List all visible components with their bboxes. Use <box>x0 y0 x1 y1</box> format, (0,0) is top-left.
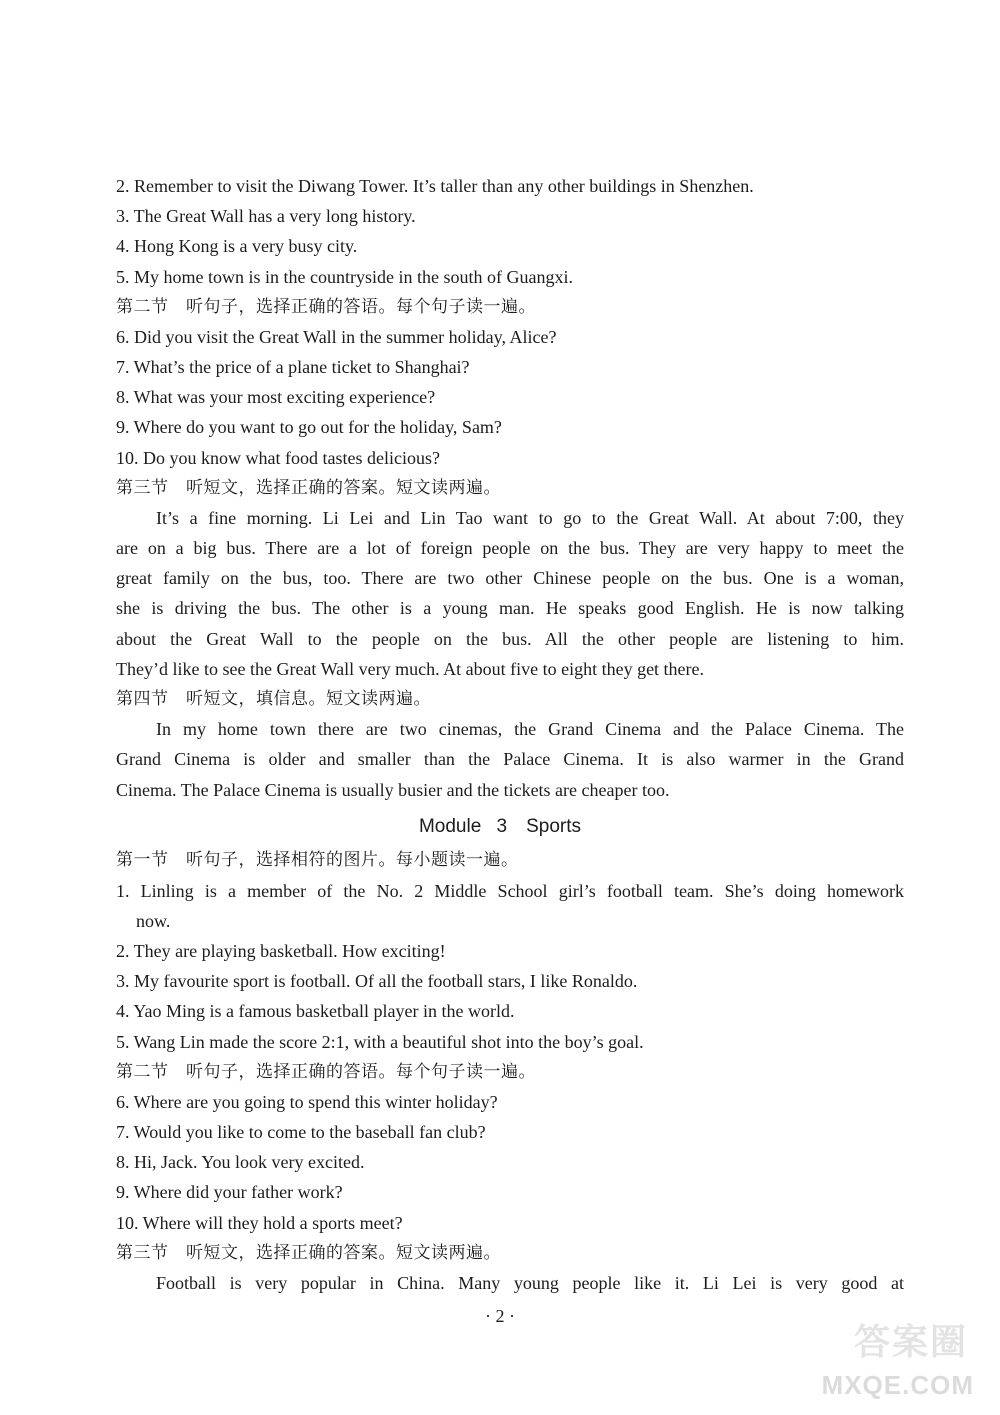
module-3-title: Module 3 Sports <box>418 816 582 837</box>
m2-s3-passage-line: It’s a fine morning. Li Lei and Lin Tao want to go to the Great Wall. At about 7:00, they <box>156 508 904 528</box>
m2-s4-passage-line: In my home town there are two cinemas, the Grand Cinema and the Palace Cinema. The <box>156 719 904 739</box>
m3-s1-item-3: 3. My favourite sport is football. Of all the football stars, I like Ronaldo. <box>116 971 638 991</box>
m2-s3-passage-line: They’d like to see the Great Wall very much. At about five to eight they get there. <box>116 659 705 679</box>
m2-s1-item-5: 5. My home town is in the countryside in the south of Guangxi. <box>116 267 573 287</box>
watermark-logo: 答案圈 <box>853 1322 968 1363</box>
m3-s2-item-9: 9. Where did your father work? <box>116 1182 343 1202</box>
m2-s1-item-4: 4. Hong Kong is a very busy city. <box>116 236 358 256</box>
m2-s3-passage-line: great family on the bus, too. There are two other Chinese people on the bus. One is a woman, <box>116 568 904 588</box>
m3-section1-heading: 第一节 听句子，选择相符的图片。每小题读一遍。 <box>116 850 519 870</box>
m3-s1-item-4: 4. Yao Ming is a famous basketball player in the world. <box>116 1001 515 1021</box>
m2-s3-passage-line: about the Great Wall to the people on the bus. All the other people are listening to him. <box>116 629 904 649</box>
m3-s2-item-8: 8. Hi, Jack. You look very excited. <box>116 1152 365 1172</box>
m3-section3-heading: 第三节 听短文，选择正确的答案。短文读两遍。 <box>116 1243 501 1263</box>
m3-section2-heading: 第二节 听句子，选择正确的答语。每个句子读一遍。 <box>116 1062 536 1082</box>
page-number: · 2 · <box>485 1306 515 1326</box>
m2-s2-item-6: 6. Did you visit the Great Wall in the summer holiday, Alice? <box>116 327 557 347</box>
m3-s3-passage-line: Football is very popular in China. Many young people like it. Li Lei is very good at <box>156 1273 904 1293</box>
watermark <box>748 1319 988 1409</box>
m3-s2-item-10: 10. Where will they hold a sports meet? <box>116 1213 403 1233</box>
m2-s2-item-9: 9. Where do you want to go out for the holiday, Sam? <box>116 417 502 437</box>
m2-s1-item-2: 2. Remember to visit the Diwang Tower. It’s taller than any other buildings in Shenzhen. <box>116 176 754 196</box>
watermark-site: MXQE.COM <box>821 1370 974 1400</box>
m2-section4-heading: 第四节 听短文，填信息。短文读两遍。 <box>116 689 431 709</box>
m2-s2-item-8: 8. What was your most exciting experience? <box>116 387 436 407</box>
m2-s2-item-10: 10. Do you know what food tastes delicious? <box>116 448 440 468</box>
m3-s2-item-7: 7. Would you like to come to the baseball fan club? <box>116 1122 486 1142</box>
m2-s4-passage-line: Grand Cinema is older and smaller than the Palace Cinema. It is also warmer in the Grand <box>116 749 904 769</box>
m2-s3-passage-line: are on a big bus. There are a lot of foreign people on the bus. They are very happy to meet the <box>116 538 904 558</box>
m3-s1-item-2: 2. They are playing basketball. How exciting! <box>116 941 446 961</box>
m2-section3-heading: 第三节 听短文，选择正确的答案。短文读两遍。 <box>116 478 501 498</box>
m3-s1-item-1-cont: now. <box>136 911 171 931</box>
m2-s1-item-3: 3. The Great Wall has a very long history. <box>116 206 416 226</box>
m3-s1-item-5: 5. Wang Lin made the score 2:1, with a beautiful shot into the boy’s goal. <box>116 1032 644 1052</box>
m3-s2-item-6: 6. Where are you going to spend this winter holiday? <box>116 1092 498 1112</box>
m3-s1-item-1: 1. Linling is a member of the No. 2 Middle School girl’s football team. She’s doing homework <box>116 881 904 901</box>
m2-s3-passage-line: she is driving the bus. The other is a young man. He speaks good English. He is now talking <box>116 598 904 618</box>
m2-s2-item-7: 7. What’s the price of a plane ticket to Shanghai? <box>116 357 470 377</box>
m2-section2-heading: 第二节 听句子，选择正确的答语。每个句子读一遍。 <box>116 297 536 317</box>
m2-s4-passage-line: Cinema. The Palace Cinema is usually busier and the tickets are cheaper too. <box>116 780 670 800</box>
